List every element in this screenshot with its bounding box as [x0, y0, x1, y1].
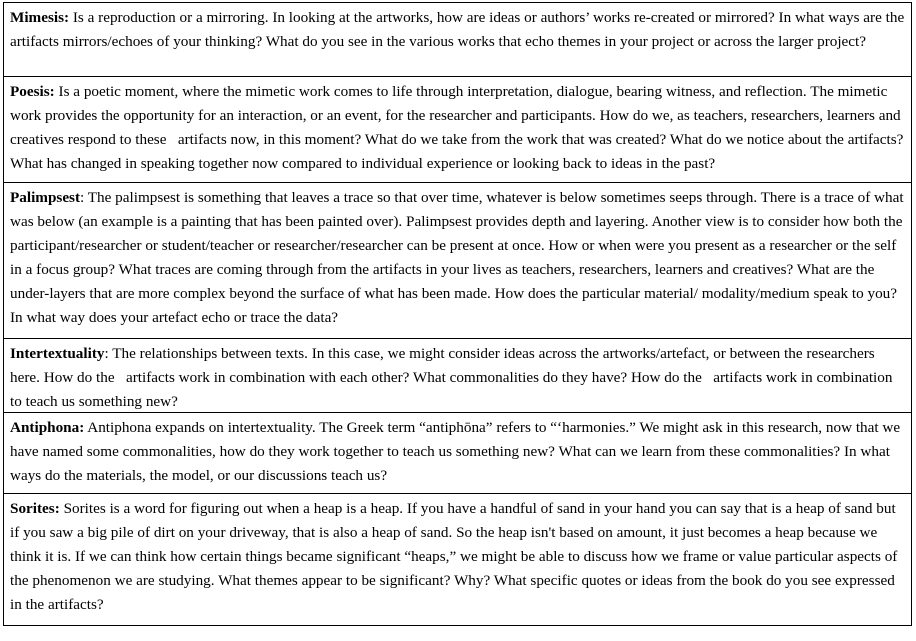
table-row-palimpsest — [4, 182, 911, 338]
term-definition: Is a reproduction or a mirroring. In looking at the artworks, how are ideas or authors’ works re-created or mirrored? In what ways are the artifacts mirrors/echoes of your thinking? What do you see in the various works that echo themes in your project or across the larger project? — [10, 9, 916, 51]
term-label: Intertextuality — [10, 345, 105, 362]
term-definition: Sorites is a word for figuring out when a heap is a heap. If you have a handful of sand in your hand you can say that is a heap of sand but if you saw a big pile of dirt on your driveway, that is also a heap of sand. So the heap isn't based on amount, it just becomes a heap because we think it is. If we can think how certain things became significant “heaps,” we might be able to discuss how we frame or value particular aspects of the phenomenon we are studying. What themes appear to be significant? Why? What specific quotes or ideas from the book do you see expressed in the artifacts? — [10, 500, 902, 614]
term-definition: Antiphona expands on intertextuality. The Greek term “antiphōna” refers to “‘harmonies.” We might ask in this research, now that we have named some commonalities, how do they work together to teach us something new? What can we learn from these commonalities? In what ways do the materials, the model, or our discussions teach us? — [10, 419, 904, 485]
term-label: Mimesis: — [10, 9, 70, 26]
table-row-sorites — [4, 493, 911, 625]
table-row-antiphona — [4, 412, 911, 493]
table-row-poesis — [4, 76, 911, 182]
term-label: Palimpsest — [10, 189, 81, 206]
table-row-intertextuality — [4, 338, 911, 412]
term-definition: : The relationships between texts. In this case, we might consider ideas across the artworks/artefact, or between the researchers here. How do the artifacts work in combination with each other? What commonalities do they have? How do the artifacts work in combination to teach us something new? — [10, 345, 897, 411]
definitions-table — [3, 2, 916, 626]
term-label: Antiphona: — [10, 419, 85, 436]
term-label: Poesis: — [10, 83, 55, 100]
term-definition: : The palimpsest is something that leaves a trace so that over time, whatever is below sometimes seeps through. There is a trace of what was below (an example is a painting that has been painted over). Palimpsest provides depth and layering. Another view is to consider how both the participant/researcher or student/teacher or researcher/researcher can be present at once. How or when were you present as a researcher or the self in a focus group? What traces are coming through from the artifacts in your lives as teachers, researchers, learners and creatives? What are the under-layers that are more complex beyond the surface of what has been made. How does the particular material/ modality/medium speak to you? In what way does your artefact echo or trace the data? — [10, 189, 908, 327]
table-row-mimesis — [4, 3, 916, 76]
term-label: Sorites: — [10, 500, 60, 517]
term-definition: Is a poetic moment, where the mimetic work comes to life through interpretation, dialogue, bearing witness, and reflection. The mimetic work provides the opportunity for an interaction, or an event, for the researcher and participants. How do we, as teachers, researchers, learners and creatives respond to these artifacts now, in this moment? What do we take from the work that was created? What do we notice about the artifacts? What has changed in speaking together now compared to individual experience or looking back to ideas in the past? — [10, 83, 907, 173]
